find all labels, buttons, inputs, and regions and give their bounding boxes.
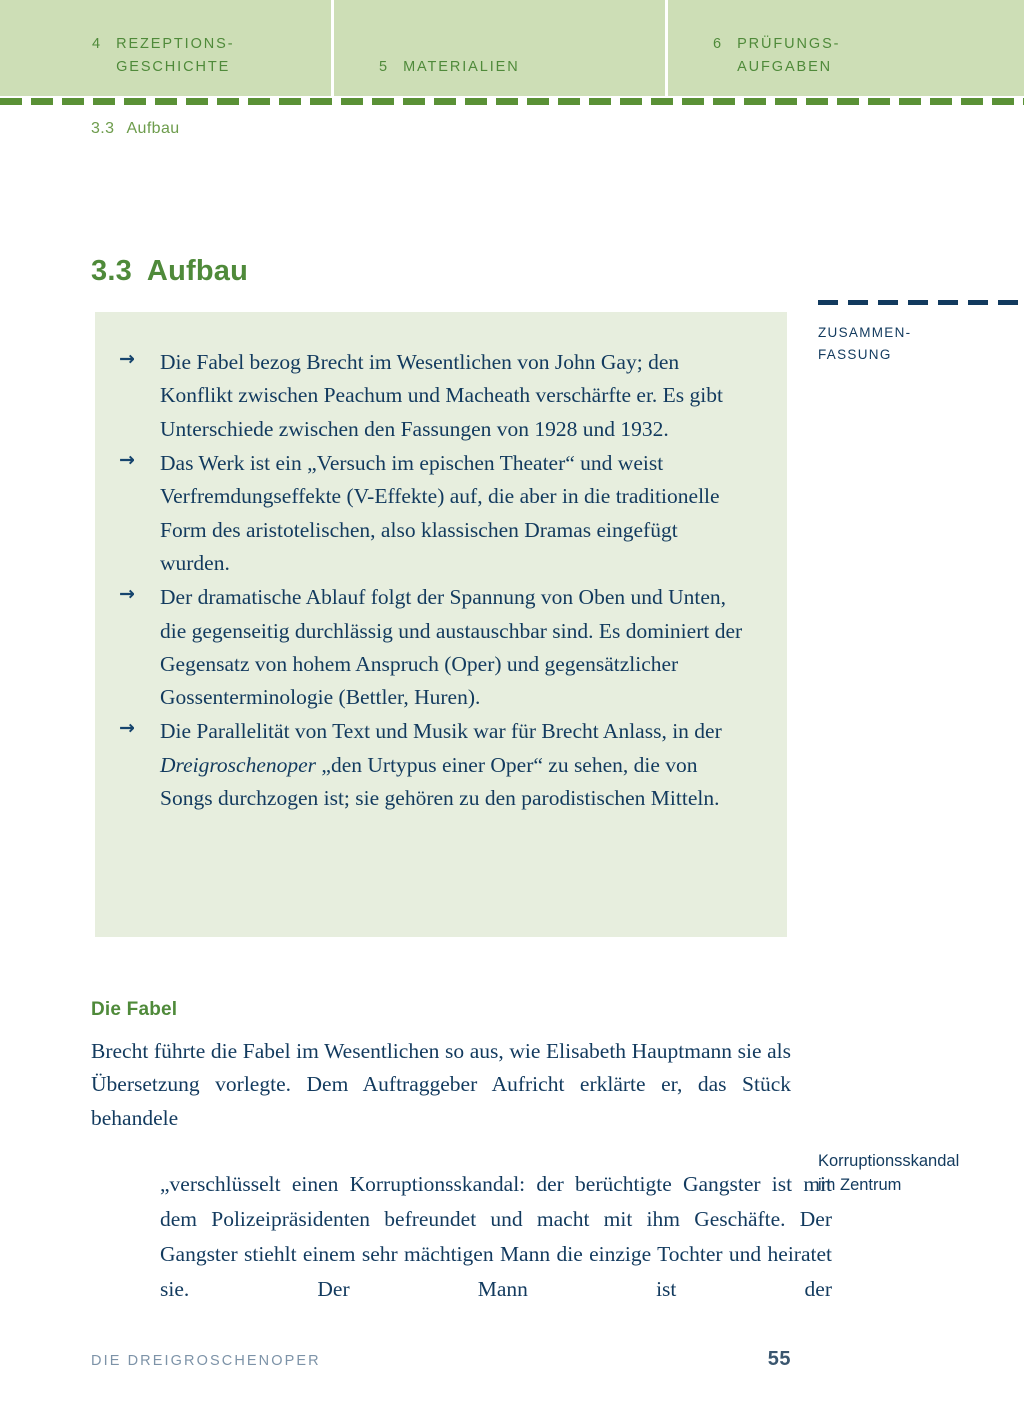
tab-materialien-inner <box>379 56 520 78</box>
summary-item-text: Das Werk ist ein „Versuch im epischen Theater“ und weist Verfremdungseffekte (V-Effekte) auf, die aber in die traditionelle Form des aristotelischen, also klassischen Dramas eingefügt wurden. <box>160 450 720 575</box>
page-title-number: 3.3 <box>91 255 132 288</box>
summary-box <box>95 312 787 937</box>
chapter-tab-strip <box>0 0 1024 96</box>
tab-rezeptionsgeschichte-inner <box>92 33 234 78</box>
list-item <box>117 447 751 580</box>
arrow-right-icon: → <box>119 717 135 740</box>
page-title <box>91 255 248 288</box>
summary-item-text: Der dramatische Ablauf folgt der Spannung von Oben und Unten, die gegenseitig durchlässig und austauschbar sind. Es dominiert der Gegensatz von hohem Anspruch (Oper) und gegensätzlicher Gossenterminologie (Bettler, Huren). <box>160 585 743 710</box>
summary-item-title-italic: Dreigroschenoper <box>160 752 317 777</box>
tab-rezeptionsgeschichte-label: REZEPTIONS- GESCHICHTE <box>116 36 235 75</box>
summary-item-text: Die Parallelität von Text und Musik war für Brecht Anlass, in der <box>160 719 722 744</box>
tab-materialien[interactable] <box>334 0 665 96</box>
footer-page-number: 55 <box>767 1348 791 1370</box>
list-item <box>117 346 751 446</box>
arrow-right-icon: → <box>119 583 135 606</box>
breadcrumb-number: 3.3 <box>91 120 115 137</box>
header-dashed-rule <box>0 98 1024 105</box>
summary-item-text-after: „den Urtypus einer Oper“ zu sehen, die von Songs durchzogen ist; sie gehören zu den parodistischen Mitteln. <box>160 752 720 811</box>
list-item <box>117 715 751 815</box>
summary-item-text: Die Fabel bezog Brecht im Wesentlichen von John Gay; den Konflikt zwischen Peachum und Macheath verschärfte er. Es gibt Unterschiede zwischen den Fassungen von 1928 und 1932. <box>160 350 723 441</box>
page-footer <box>91 1348 791 1371</box>
arrow-right-icon: → <box>119 448 135 471</box>
margin-note-zusammenfassung-label: ZUSAMMEN- FASSUNG <box>818 325 912 363</box>
tab-materialien-label: MATERIALIEN <box>403 58 520 75</box>
breadcrumb-label: Aufbau <box>126 120 180 137</box>
margin-note-korruptionsskandal: Korruptionsskandal im Zentrum <box>818 1152 960 1194</box>
margin-note-zusammenfassung <box>818 300 1018 367</box>
tab-rezeptionsgeschichte[interactable] <box>0 0 331 96</box>
arrow-right-icon: → <box>119 348 135 370</box>
page-title-label: Aufbau <box>146 255 248 288</box>
tab-pruefungsaufgaben-inner <box>713 33 840 78</box>
tab-materialien-number: 5 <box>379 58 388 75</box>
quote-block: „verschlüsselt einen Korruptionsskandal: der berüchtigte Gangster ist mit dem Polizeipräsidenten befreundet und macht mit ihm Geschäfte. Der Gangster stiehlt einem sehr mächtigen Mann die einzige Tochter und heiratet sie. Der Mann ist der <box>160 1171 832 1301</box>
breadcrumb <box>91 120 180 138</box>
tab-rezeptionsgeschichte-number: 4 <box>92 36 101 53</box>
list-item <box>117 581 751 714</box>
body-paragraph: Brecht führte die Fabel im Wesentlichen so aus, wie Elisabeth Hauptmann sie als Übersetzung vorlegte. Dem Auftraggeber Aufricht erklärte er, das Stück behandele <box>91 1038 791 1131</box>
summary-list <box>117 346 751 815</box>
section-heading-die-fabel: Die Fabel <box>91 998 178 1020</box>
footer-work-title: DIE DREIGROSCHENOPER <box>91 1353 321 1369</box>
margin-note-dashed-rule <box>818 300 1018 305</box>
tab-pruefungsaufgaben-label: PRÜFUNGS- AUFGABEN <box>737 36 841 75</box>
tab-pruefungsaufgaben-number: 6 <box>713 36 722 53</box>
tab-pruefungsaufgaben[interactable] <box>668 0 1024 96</box>
